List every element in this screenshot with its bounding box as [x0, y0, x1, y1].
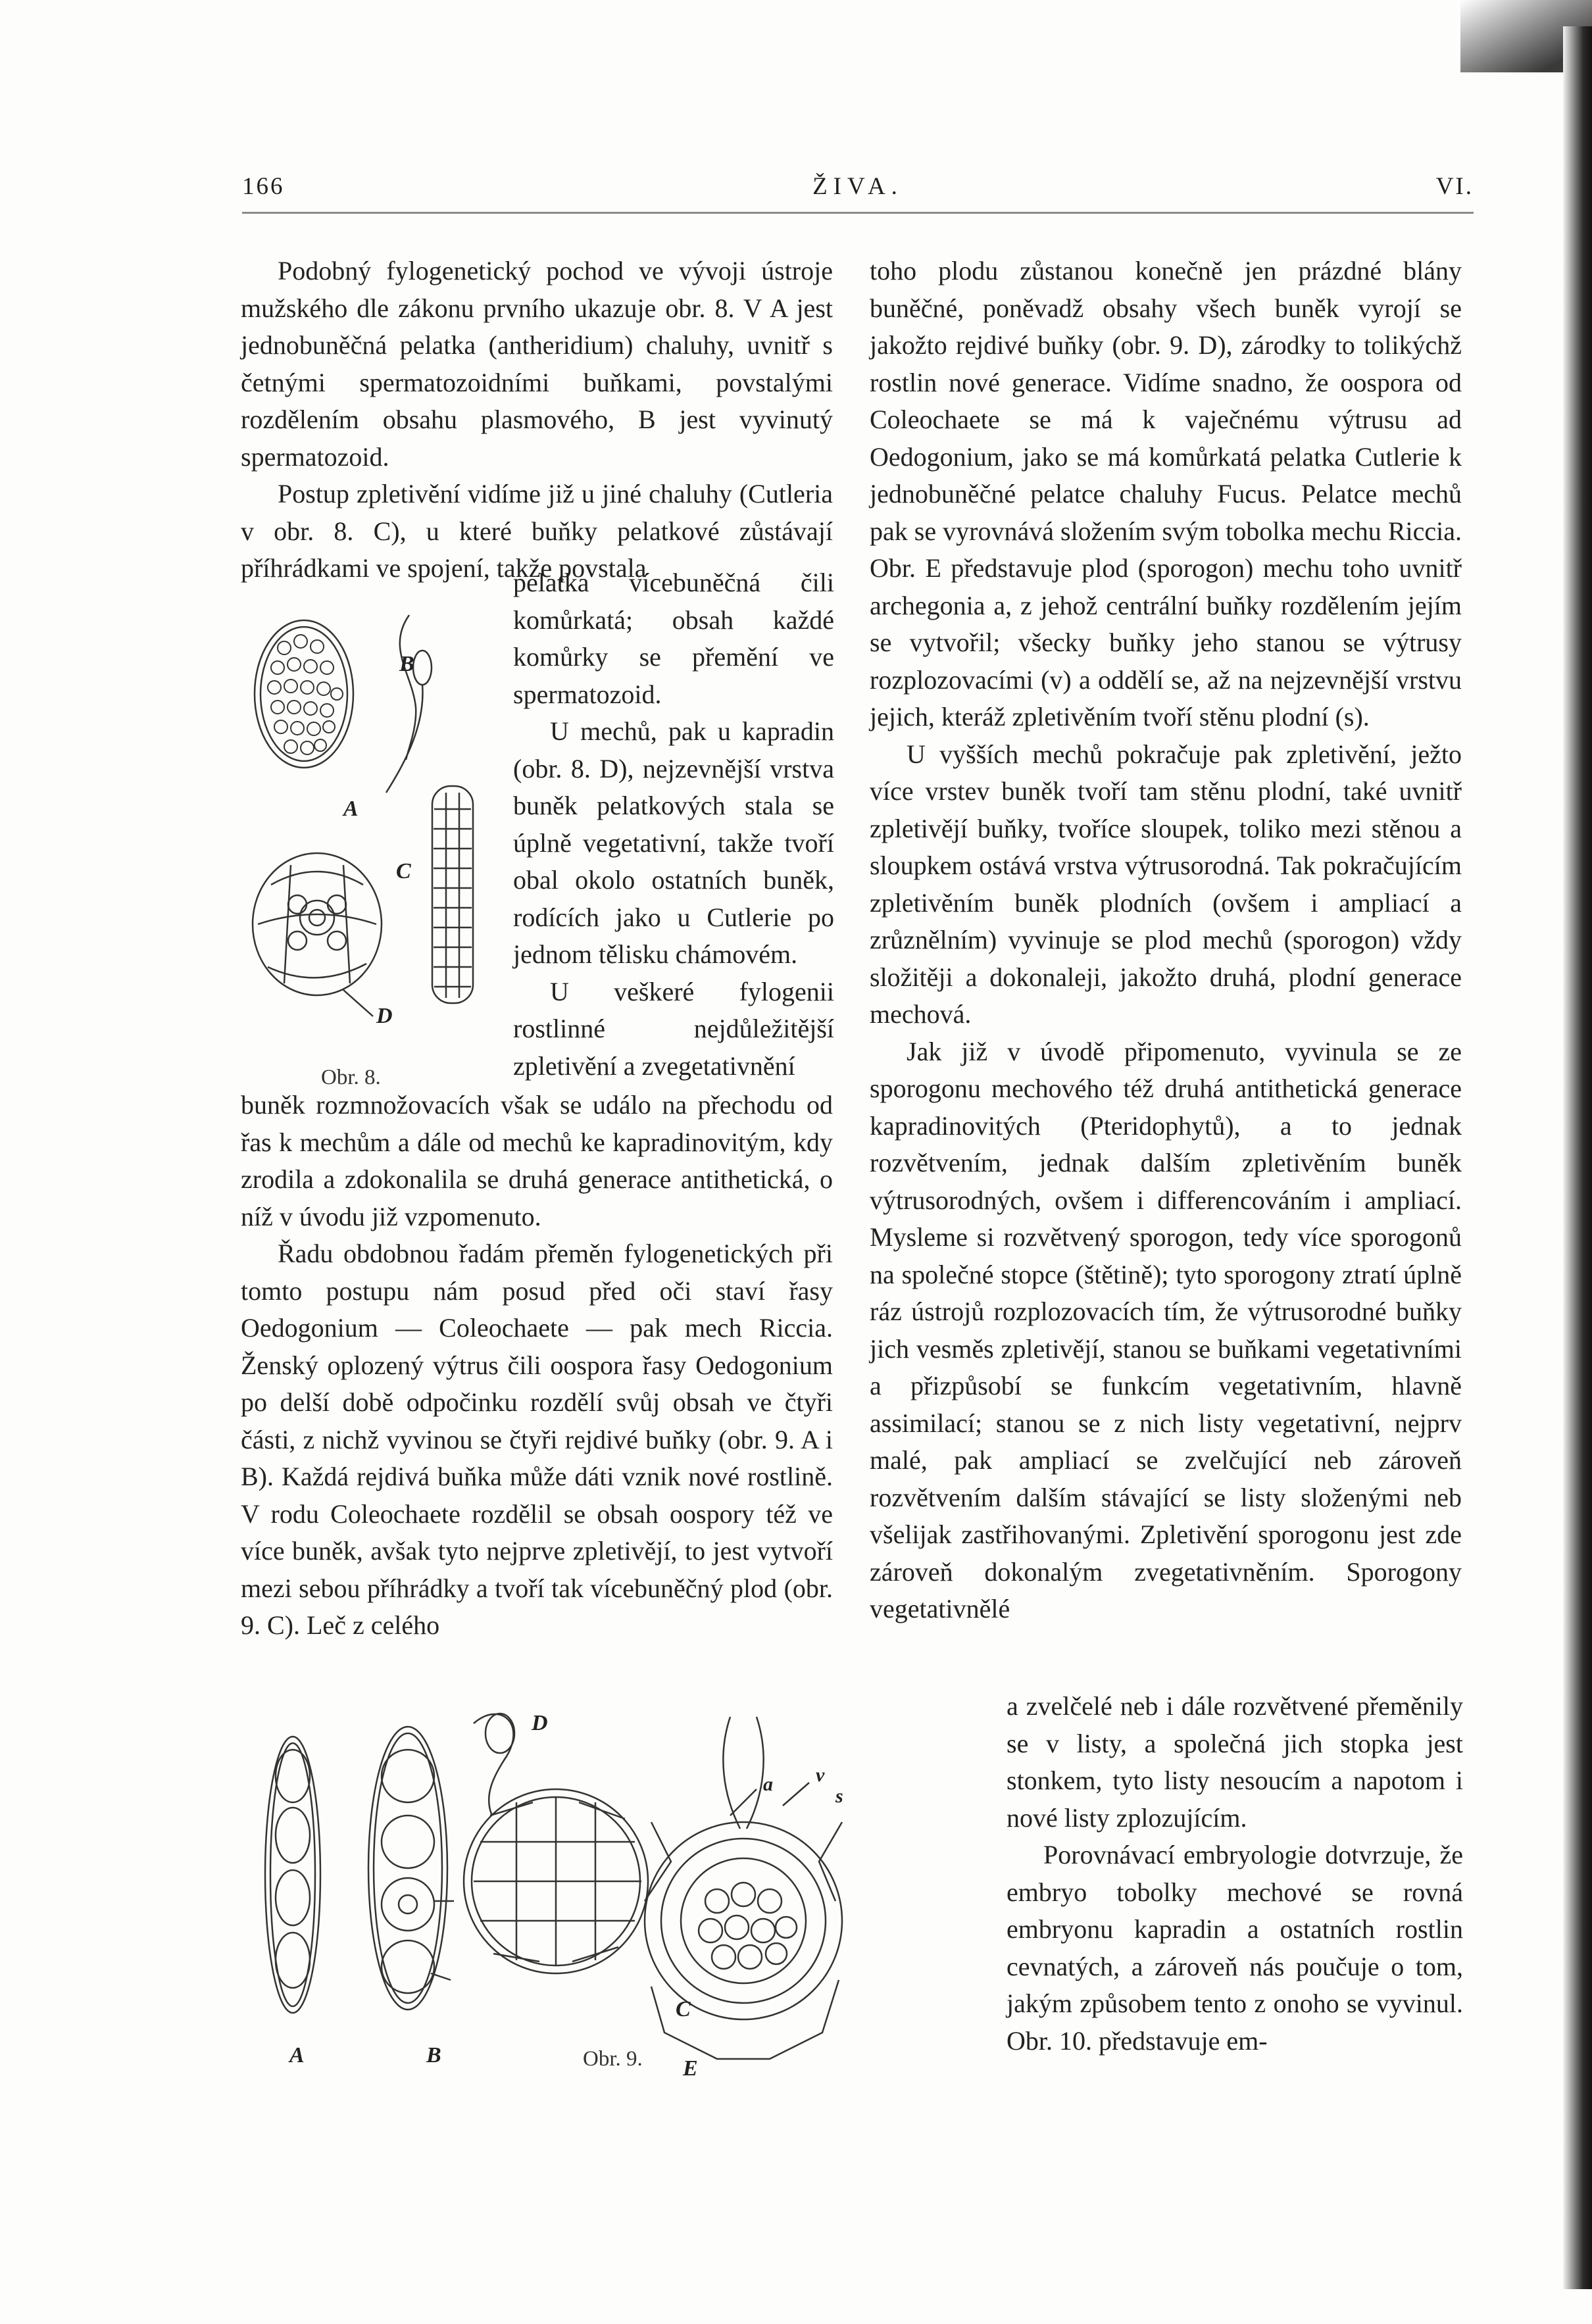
- fig9-label-a: a: [763, 1773, 773, 1795]
- coleochaete-fruit: [464, 1714, 648, 1973]
- running-header: [242, 172, 1474, 212]
- cutleria-antheridium: [432, 786, 473, 1003]
- figure-8: [245, 595, 508, 1075]
- paragraph: Podobný fylogenetický pochod ve vývoji ústroje mužského dle zákonu prvního ukazuje obr. 8. V A jest jednobuněčná pelatka (antheridium) chaluhy, uvnitř s četnými spermatozoidními buňkami, povstalými rozdělením obsahu plasmového, B jest vyvinutý spermatozoid.: [241, 256, 833, 472]
- right-column: [870, 253, 1462, 1628]
- fig9-label-A: A: [289, 2043, 305, 2067]
- header-rule: [242, 212, 1474, 214]
- fig8-label-D: D: [376, 1004, 393, 1028]
- left-column-top: [241, 253, 833, 587]
- volume-number: VI.: [1435, 173, 1474, 200]
- oedogonium-oospora: [265, 1737, 320, 2013]
- fig9-label-s: s: [835, 1785, 843, 1807]
- journal-title: ŽIVA.: [812, 173, 903, 200]
- left-column-bottom: [241, 1087, 833, 1644]
- paragraph: toho plodu zůstanou konečně jen prázdné blány buněčné, poněvadž obsahy všech buněk vyrojí se jakožto rejdivé buňky (obr. 9. D), zárodky to tolikýchž rostlin nové generace. Vidíme snadno, že oospora od Coleochaete se má k vaječnému výtrusu ad Oedogonium, jako se má komůrkatá pelatka Cutlerie k jednobuněčné pelatce chaluhy Fucus. Pelatce mechů pak se vyrovnává složením svým tobolka mechu Riccia. Obr. E představuje plod (sporogon) mechu toho uvnitř archegonia a, z jehož centrální buňky rozdělením jejím se vytvořil; všecky buňky jeho stanou se výtrusy rozplozovacími (v) a oddělí se, až na nejzevnější vrstvu jejich, kteráž zpletivěním tvoří stěnu plodní (s).: [870, 256, 1462, 731]
- figure-9-drawing: [257, 1704, 993, 2177]
- paragraph: Řadu obdobnou řadám přeměn fylogenetických při tomto postupu nám posud před oči staví řasy Oedogonium — Coleochaete — pak mech Riccia. Ženský oplozený výtrus čili oospora řasy Oedogonium po delší době odpočinku rozdělí svůj obsah ve čtyři části, z nichž vyvinou se čtyři rejdivé buňky (obr. 9. A i B). Každá rejdivá buňka může dáti vznik nové rostlině. V rodu Coleochaete rozdělil se obsah oospory též ve více buněk, avšak tyto nejprve zpletivějí, to jest vytvoří mezi sebou příhrádky a tvoří tak vícebuněčný plod (obr. 9. C). Leč z celého: [241, 1239, 833, 1640]
- paragraph: a zvelčelé neb i dále rozvětvené přeměnily se v listy, a společná jich stopka jest stonkem, tyto listy nesoucím a napotom i nové listy zplozujícím.: [1007, 1691, 1463, 1833]
- paragraph: U mechů, pak u kapradin (obr. 8. D), nejzevnější vrstva buněk pelatkových stala se úplně vegetativní, takže tvoří obal okolo ostatních buněk, rodících jako u Cutlerie po jednom tělisku chámovém.: [513, 716, 834, 969]
- fig9-label-E: E: [683, 2056, 698, 2081]
- paragraph: Jak již v úvodě připomenuto, vyvinula se ze sporogonu mechového též druhá antithetická generace kapradinovitých (Pteridophytů), a to jednak rozvětvením, jednak dalším zpletivěním buněk výtrusorodných, ovšem i differencováním i ampliací. Mysleme si rozvětvený sporogon, tedy více sporogonů na společné stopce (štětině); tyto sporogony ztratí úplně ráz ústrojů rozplozovacích tím, že výtrusorodné buňky jich vesměs zpletivějí, stanou se buňkami vegetativními a přizpůsobí se funkcím vegetativním, hlavně assimilací; stanou se z nich listy vegetativní, nejprv malé, pak ampliací se zvelčující neb zároveň rozvětvením dalším stávající se listy složenými neb všelijak zastřihovanými. Zpletivění sporogonu jest zde zároveň dokonalým zvegetativněním. Sporogony vegetativnělé: [870, 1036, 1462, 1623]
- paragraph: Postup zpletivění vidíme již u jiné chaluhy (Cutleria v obr. 8. C), u které buňky pelatkové zůstávají příhrádkami ve spojení, takže povstala: [241, 479, 833, 583]
- right-column-narrow: [1007, 1688, 1463, 2060]
- fig8-label-C: C: [396, 859, 411, 883]
- fig8-label-B: B: [399, 652, 414, 676]
- antheridium-outline: [255, 620, 353, 768]
- fig9-label-B: B: [426, 2043, 441, 2067]
- left-column-narrow: [513, 564, 834, 1085]
- fig9-label-D: D: [532, 1711, 548, 1735]
- paragraph: buněk rozmnožovacích však se událo na přechodu od řas k mechům a dále od mechů ke kapradinovitým, kdy zrodila a zdokonalila se druhá generace antithetická, o níž v úvodu již vzpomenuto.: [241, 1090, 833, 1231]
- fig9-label-v: v: [816, 1764, 825, 1786]
- paragraph: U vyšších mechů pokračuje pak zpletivění, ježto více vrstev buněk tvoří tam stěnu plodní, také uvnitř zpletivějí buňky, tvoříce sloupek, toliko mezi stěnou a sloupkem ostává vrstva výtrusorodná. Tak pokračujícím zpletivěním buněk plodních (ovšem i ampliací a zrůznělním) vyvinuje se plod mechů (sporogon) vždy složitěji a dokonaleji, jakožto druhá, plodní generace mechová.: [870, 739, 1462, 1029]
- paragraph: pelatka vícebuněčná čili komůrkatá; obsah každé komůrky se přemění ve spermatozoid.: [513, 568, 834, 709]
- figure-8-drawing: [245, 595, 508, 1075]
- oedogonium-zoospores: [368, 1727, 454, 2010]
- fig9-label-C-box: [672, 1987, 712, 2026]
- fig8-label-A: A: [343, 797, 359, 821]
- fig9-label-C: C: [676, 1997, 691, 2021]
- page-number: 166: [242, 173, 285, 200]
- figure-8-caption: Obr. 8.: [321, 1066, 381, 1089]
- figure-9: [257, 1704, 993, 2177]
- paragraph: U veškeré fylogenii rostlinné nejdůležitější zpletivění a zvegetativnění: [513, 976, 834, 1081]
- page-shadow-edge: [1563, 26, 1592, 2289]
- paragraph: Porovnávací embryologie dotvrzuje, že embryo tobolky mechové se rovná embryonu kapradin a ostatních rostlin cevnatých, a zároveň nás poučuje o tom, jakým způsobem tento z onoho se vyvinul. Obr. 10. představuje em-: [1007, 1840, 1463, 2056]
- figure-9-caption: Obr. 9.: [583, 2047, 643, 2071]
- moss-antheridium: [253, 853, 382, 1016]
